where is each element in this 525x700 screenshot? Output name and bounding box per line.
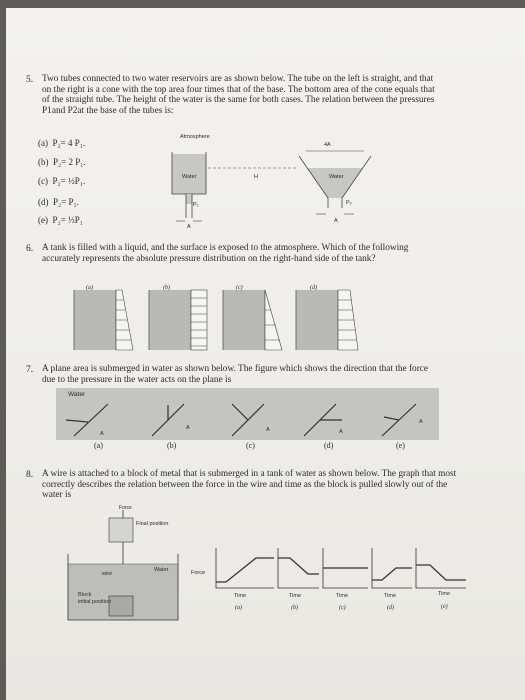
- q5-area-right-label: A: [334, 218, 338, 224]
- q6-label-a: (a): [86, 285, 93, 291]
- q8-initial-position-label: initial position: [78, 599, 112, 605]
- q8-time-d: Time: [384, 593, 397, 599]
- document-page: [6, 8, 525, 700]
- q5-area-left-label: A: [187, 224, 191, 230]
- q5-number: 5.: [26, 75, 34, 85]
- q8-label-d: (d): [387, 605, 394, 611]
- q6-label-b: (b): [163, 285, 170, 291]
- q6-text: A tank is filled with a liquid, and the surface is exposed to the atmosphere. Which of the following accurately represents the absolute pressure distribution on the right-hand side of the tank?: [42, 243, 409, 264]
- q5-four-a-label: 4A: [324, 142, 331, 148]
- q7-label-b: (b): [167, 441, 177, 450]
- q5-option-b: P₂= 2 P₁.: [53, 157, 86, 167]
- q8-graph-b: [278, 548, 319, 588]
- q8-force-top-label: Force: [119, 505, 132, 511]
- q5-p1-label: P₁: [193, 202, 199, 208]
- q8-graph-c: [323, 548, 368, 588]
- q5-water-right-label: Water: [329, 174, 344, 180]
- q7-a-label-3: A: [266, 427, 270, 433]
- q5-water-left-label: Water: [182, 174, 197, 180]
- q8-graph-a: [216, 548, 274, 588]
- q8-time-c: Time: [336, 593, 349, 599]
- q8-final-position-label: Final position: [136, 521, 169, 527]
- q5-height-label: H: [254, 174, 258, 180]
- q5-text: Two tubes connected to two water reservoirs are as shown below. The tube on the left is straight, and that on the right is a cone with the top area four times that of the base. The bottom area of the cone equals that of the straight tube. The height of the water is the same for both cases. The relation between the pressures P1and P2at the base of the tubes is:: [42, 74, 435, 116]
- q8-time-b: Time: [289, 593, 302, 599]
- q8-label-c: (c): [339, 605, 346, 611]
- q7-number: 7.: [26, 365, 34, 375]
- q7-label-e: (e): [396, 441, 405, 450]
- q8-force-axis-label: Force: [191, 570, 206, 576]
- q7-text: A plane area is submerged in water as shown below. The figure which shows the direction that the force due to the pressure in the water acts on the plane is: [42, 364, 429, 385]
- q7-label-a: (a): [94, 441, 103, 450]
- q8-graph-e: [416, 548, 466, 588]
- q7-label-c: (c): [246, 441, 255, 450]
- q6-label-d: (d): [310, 285, 317, 291]
- q8-label-e: (e): [441, 604, 448, 610]
- q8-number: 8.: [26, 470, 34, 480]
- q8-time-a: Time: [234, 593, 247, 599]
- q8-text: A wire is attached to a block of metal that is submerged in a tank of water as shown below. The graph that most correctly describes the relation between the force in the wire and time as the block is pulled slowly out of the water is: [42, 469, 457, 501]
- q7-a-label-2: A: [186, 425, 190, 431]
- q5-atmosphere-label: Atmosphere: [180, 134, 210, 140]
- q5-option-e: P₂= ⅓P₁: [52, 215, 83, 225]
- q8-time-e: Time: [438, 591, 451, 597]
- q5-option-c-label: (c): [38, 176, 48, 186]
- q5-option-a: P₂= 4 P₁.: [52, 138, 86, 148]
- q5-option-a-label: (a): [38, 138, 48, 148]
- q8-water-label: Water: [154, 567, 169, 573]
- q5-option-d-label: (d): [38, 197, 49, 207]
- q7-a-label-5: A: [419, 419, 423, 425]
- q6-number: 6.: [26, 244, 34, 254]
- q5-option-c: P₂= ½P₁.: [52, 176, 86, 186]
- q8-label-b: (b): [291, 605, 298, 611]
- q5-option-d: P₂= P₁.: [53, 197, 79, 207]
- q8-label-a: (a): [235, 605, 242, 611]
- q7-label-d: (d): [324, 441, 334, 450]
- q5-p2-label: P₂: [346, 200, 352, 206]
- q8-graph-d: [372, 548, 412, 588]
- q7-a-label-1: A: [100, 431, 104, 437]
- q8-wire-label: wire: [102, 571, 113, 577]
- q5-option-b-label: (b): [38, 157, 49, 167]
- q5-option-e-label: (e): [38, 215, 48, 225]
- q6-label-c: (c): [236, 285, 243, 291]
- q7-a-label-4: A: [339, 429, 343, 435]
- q7-water-label: Water: [68, 391, 86, 398]
- q8-block-label: Block: [78, 592, 92, 598]
